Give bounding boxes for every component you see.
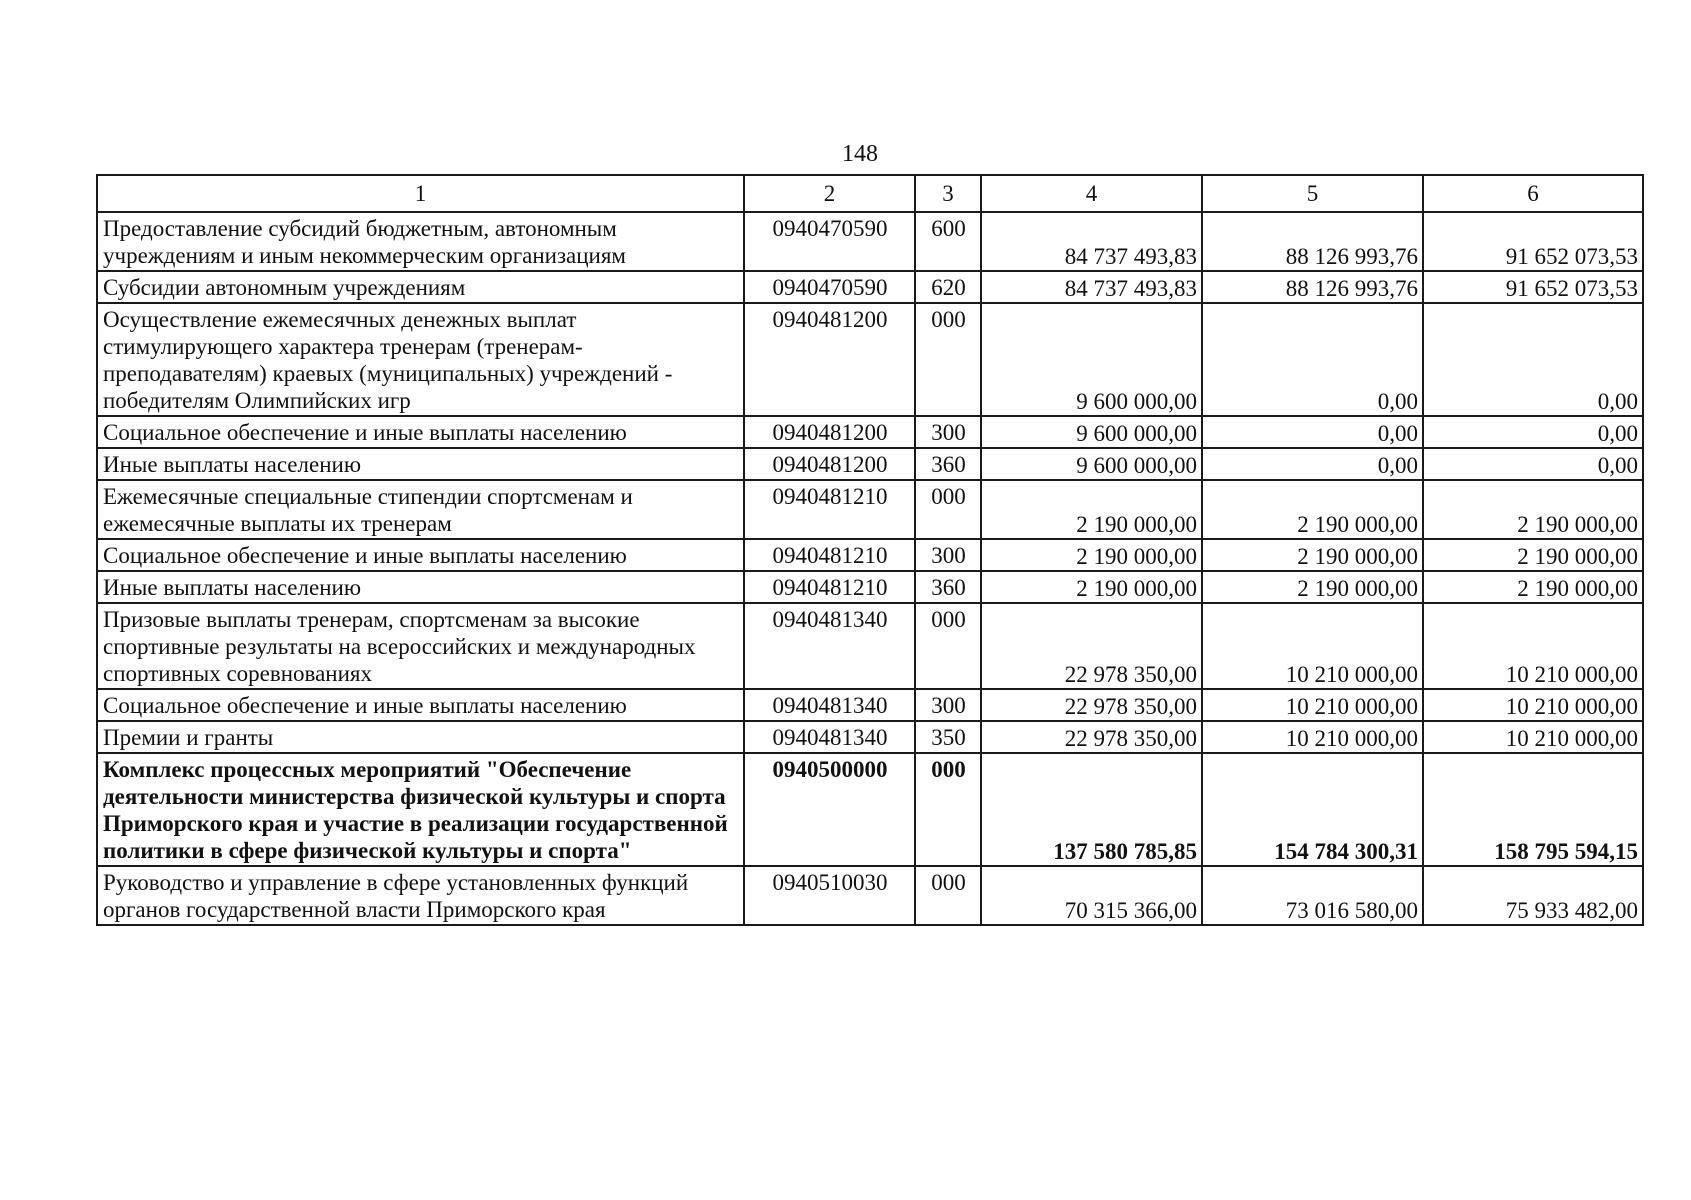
row-amount-col5: 2 190 000,00 (1202, 571, 1423, 603)
table-row (97, 721, 1643, 753)
row-name: Призовые выплаты тренерам, спортсменам за высокие спортивные результаты на всероссийских и международных спортивных соревнованиях (97, 603, 744, 689)
row-amount-col5: 10 210 000,00 (1202, 689, 1423, 721)
row-expense-type: 300 (915, 416, 981, 448)
row-target-code: 0940481340 (744, 721, 915, 753)
row-amount-col4: 9 600 000,00 (981, 448, 1202, 480)
row-amount-col6: 2 190 000,00 (1423, 571, 1643, 603)
row-name: Комплекс процессных мероприятий "Обеспечение деятельности министерства физической культуры и спорта Приморского края и участие в реализации государственной политики в сфере физической культуры и спорта" (97, 753, 744, 866)
page-number: 148 (842, 141, 878, 167)
row-amount-col4: 9 600 000,00 (981, 416, 1202, 448)
table-row (97, 480, 1643, 539)
row-amount-col6: 10 210 000,00 (1423, 603, 1643, 689)
row-amount-col5: 0,00 (1202, 416, 1423, 448)
row-target-code: 0940510030 (744, 866, 915, 925)
row-amount-col4: 2 190 000,00 (981, 571, 1202, 603)
row-target-code: 0940470590 (744, 212, 915, 271)
table-row (97, 448, 1643, 480)
row-name: Иные выплаты населению (97, 571, 744, 603)
row-expense-type: 350 (915, 721, 981, 753)
row-amount-col4: 70 315 366,00 (981, 866, 1202, 925)
row-amount-col6: 2 190 000,00 (1423, 480, 1643, 539)
row-amount-col6: 0,00 (1423, 416, 1643, 448)
row-amount-col5: 2 190 000,00 (1202, 480, 1423, 539)
column-header: 4 (981, 175, 1202, 212)
row-expense-type: 360 (915, 448, 981, 480)
row-amount-col6: 2 190 000,00 (1423, 539, 1643, 571)
row-expense-type: 000 (915, 480, 981, 539)
row-amount-col6: 10 210 000,00 (1423, 689, 1643, 721)
row-amount-col5: 0,00 (1202, 448, 1423, 480)
column-header: 1 (97, 175, 744, 212)
row-expense-type: 000 (915, 753, 981, 866)
table-row-section-total (97, 753, 1643, 866)
row-amount-col6: 91 652 073,53 (1423, 271, 1643, 303)
row-amount-col4: 84 737 493,83 (981, 212, 1202, 271)
row-amount-col5: 88 126 993,76 (1202, 212, 1423, 271)
row-target-code: 0940500000 (744, 753, 915, 866)
row-target-code: 0940481210 (744, 480, 915, 539)
row-amount-col5: 0,00 (1202, 303, 1423, 416)
row-target-code: 0940481200 (744, 303, 915, 416)
row-amount-col4: 2 190 000,00 (981, 539, 1202, 571)
row-amount-col6: 0,00 (1423, 303, 1643, 416)
row-amount-col4: 9 600 000,00 (981, 303, 1202, 416)
row-name: Социальное обеспечение и иные выплаты населению (97, 689, 744, 721)
table-row (97, 571, 1643, 603)
column-header: 2 (744, 175, 915, 212)
row-amount-col4: 2 190 000,00 (981, 480, 1202, 539)
row-amount-col5: 88 126 993,76 (1202, 271, 1423, 303)
row-target-code: 0940481340 (744, 603, 915, 689)
row-expense-type: 300 (915, 539, 981, 571)
row-amount-col6: 75 933 482,00 (1423, 866, 1643, 925)
column-header: 3 (915, 175, 981, 212)
row-expense-type: 000 (915, 303, 981, 416)
table-row (97, 603, 1643, 689)
row-amount-col6: 10 210 000,00 (1423, 721, 1643, 753)
row-amount-col5: 10 210 000,00 (1202, 603, 1423, 689)
row-name: Руководство и управление в сфере установленных функций органов государственной власти Приморского края (97, 866, 744, 925)
row-name: Ежемесячные специальные стипендии спортсменам и ежемесячные выплаты их тренерам (97, 480, 744, 539)
row-amount-col5: 73 016 580,00 (1202, 866, 1423, 925)
row-amount-col4: 22 978 350,00 (981, 603, 1202, 689)
row-expense-type: 000 (915, 866, 981, 925)
row-target-code: 0940481210 (744, 539, 915, 571)
row-target-code: 0940481340 (744, 689, 915, 721)
row-amount-col5: 154 784 300,31 (1202, 753, 1423, 866)
row-target-code: 0940481210 (744, 571, 915, 603)
column-header: 6 (1423, 175, 1643, 212)
row-expense-type: 300 (915, 689, 981, 721)
table-row (97, 271, 1643, 303)
row-amount-col5: 2 190 000,00 (1202, 539, 1423, 571)
row-expense-type: 620 (915, 271, 981, 303)
row-name: Социальное обеспечение и иные выплаты населению (97, 539, 744, 571)
row-name: Осуществление ежемесячных денежных выплат стимулирующего характера тренерам (тренерам-преподавателям) краевых (муниципальных) учреждений - победителям Олимпийских игр (97, 303, 744, 416)
row-amount-col4: 84 737 493,83 (981, 271, 1202, 303)
budget-table (96, 174, 1644, 926)
row-expense-type: 600 (915, 212, 981, 271)
row-name: Иные выплаты населению (97, 448, 744, 480)
row-name: Премии и гранты (97, 721, 744, 753)
row-amount-col4: 22 978 350,00 (981, 689, 1202, 721)
table-row (97, 416, 1643, 448)
table-row (97, 689, 1643, 721)
row-target-code: 0940481200 (744, 448, 915, 480)
column-header: 5 (1202, 175, 1423, 212)
row-target-code: 0940470590 (744, 271, 915, 303)
row-amount-col4: 22 978 350,00 (981, 721, 1202, 753)
row-expense-type: 000 (915, 603, 981, 689)
table-row (97, 212, 1643, 271)
table-row (97, 866, 1643, 925)
row-amount-col4: 137 580 785,85 (981, 753, 1202, 866)
row-amount-col6: 91 652 073,53 (1423, 212, 1643, 271)
table-row (97, 539, 1643, 571)
table-row (97, 303, 1643, 416)
row-amount-col6: 158 795 594,15 (1423, 753, 1643, 866)
row-name: Субсидии автономным учреждениям (97, 271, 744, 303)
row-expense-type: 360 (915, 571, 981, 603)
table-header-row (97, 175, 1643, 212)
row-amount-col5: 10 210 000,00 (1202, 721, 1423, 753)
row-name: Социальное обеспечение и иные выплаты населению (97, 416, 744, 448)
row-name: Предоставление субсидий бюджетным, автономным учреждениям и иным некоммерческим организациям (97, 212, 744, 271)
row-target-code: 0940481200 (744, 416, 915, 448)
row-amount-col6: 0,00 (1423, 448, 1643, 480)
